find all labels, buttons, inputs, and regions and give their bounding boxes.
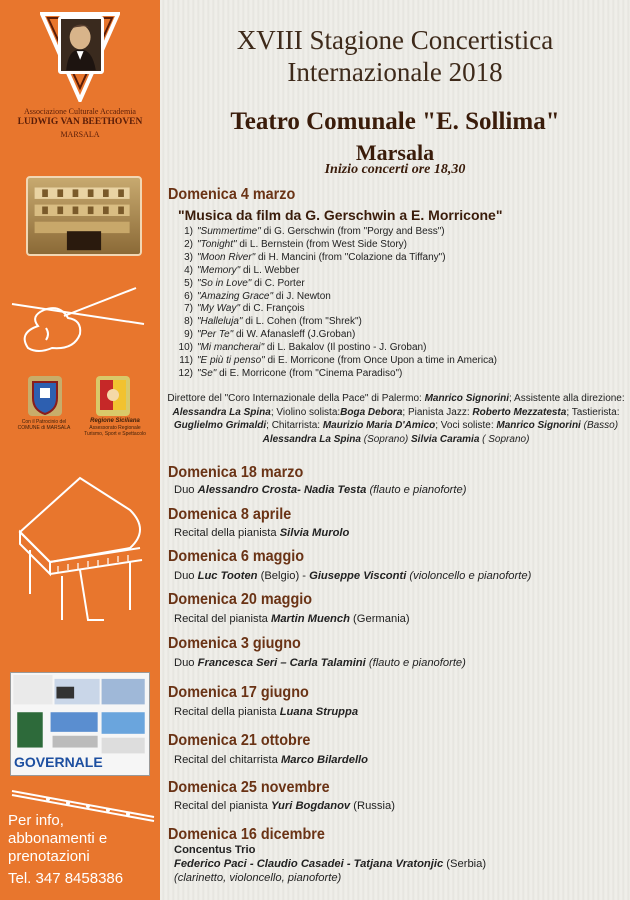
concert-detail: Duo Alessandro Crosta- Nadia Testa (flauto e pianoforte) <box>174 484 467 496</box>
theatre-interior-photo <box>26 176 142 256</box>
emblem-right-label-1: Regione Siciliana <box>90 418 140 424</box>
season-title-line1: XVIII Stagione Concertistica <box>236 25 554 55</box>
concert-date: Domenica 8 aprile <box>168 506 292 523</box>
violin-sketch-icon <box>8 278 148 358</box>
concert-date: Domenica 20 maggio <box>168 591 313 608</box>
concert-date: Domenica 17 giugno <box>168 684 309 701</box>
list-item: 3) "Moon River" di H. Mancini (from "Colazione da Tiffany") <box>184 251 446 263</box>
season-title <box>160 24 630 89</box>
concert-date: Domenica 21 ottobre <box>168 732 311 749</box>
assoc-line1: Associazione Culturale Accademia <box>24 107 136 116</box>
concert-detail: Recital della pianista Luana Struppa <box>174 706 359 718</box>
beethoven-portrait <box>58 16 104 74</box>
season-title-line2: Internazionale 2018 <box>287 57 503 88</box>
list-item: 8) "Halleluja" di L. Cohen (from "Shrek") <box>184 316 362 328</box>
concert-detail: Recital della pianista Silvia Murolo <box>174 527 350 539</box>
venue-title: Teatro Comunale "E. Sollima" <box>230 108 560 135</box>
credits-block: Direttore del "Coro Internazionale della Pace" di Palermo: Manrico Signorini; Assistente alla direzione: Alessandra La Spina; Violino solista:Boga Debora; Pianista Jazz: Roberto Mezzatesta; Tastierista: Guglielmo Grimaldi; Chitarrista: Maurizio Maria D'Amico; Voci soliste: Manrico Signorini (Basso) Alessandra La Spina (Soprano) Silvia Caramia ( Soprano) <box>167 393 625 445</box>
info-line1: Per info, <box>8 812 64 829</box>
concert-detail: Duo Luc Tooten (Belgio) - Giuseppe Visconti (violoncello e pianoforte) <box>174 570 532 582</box>
list-item: 12) "Se" di E. Morricone (from "Cinema Paradiso") <box>178 367 403 379</box>
regione-sicilia-emblem-icon <box>96 376 130 416</box>
program-list <box>175 226 497 381</box>
emblem-left-label: Con il Patrocinio del COMUNE di MARSALA <box>17 419 71 431</box>
concert-date: Domenica 16 dicembre <box>168 826 325 843</box>
list-item: 6) "Amazing Grace" di J. Newton <box>184 290 331 302</box>
concert-date: Domenica 25 novembre <box>168 779 330 796</box>
list-item: 1) "Summertime" di G. Gerschwin (from "Porgy and Bess") <box>184 226 445 237</box>
list-item: 9) "Per Te" di W. Afanasleff (J.Groban) <box>184 329 356 341</box>
concert-detail: Recital del pianista Martin Muench (Germania) <box>174 613 410 625</box>
info-line2: abbonamenti e <box>8 830 108 847</box>
sponsor-brand: GOVERNALE <box>14 754 103 770</box>
list-item: 11) "E più ti penso" di E. Morricone (from Once Upon a time in America) <box>179 355 498 367</box>
marsala-coat-of-arms-icon <box>28 376 62 416</box>
list-item: 10) "Mi mancherai" di L. Bakalov (Il postino - J. Groban) <box>178 342 427 354</box>
instruments-note: (clarinetto, violoncello, pianoforte) <box>174 872 342 884</box>
list-item: 2) "Tonight" di L. Bernstein (from West Side Story) <box>184 238 407 250</box>
concert-detail: Recital del pianista Yuri Bogdanov (Russia) <box>174 800 395 812</box>
sidebar <box>0 0 160 900</box>
assoc-line2: LUDWIG VAN BEETHOVEN <box>17 117 143 127</box>
concert-date: Domenica 6 maggio <box>168 548 305 565</box>
list-item: 5) "So in Love" di C. Porter <box>184 277 305 289</box>
list-item: 7) "My Way" di C. François <box>184 303 305 315</box>
city-title: Marsala <box>355 140 435 165</box>
start-time: Inizio concerti ore 18,30 <box>324 162 466 177</box>
concert-date: Domenica 3 giugno <box>168 635 301 652</box>
concert-detail: Duo Francesca Seri – Carla Talamini (flauto e pianoforte) <box>174 657 466 669</box>
concert-detail: Recital del chitarrista Marco Bilardello <box>174 754 368 766</box>
concert-date: Domenica 4 marzo <box>168 186 296 203</box>
list-item: 4) "Memory" di L. Webber <box>184 264 300 276</box>
concert-detail: Federico Paci - Claudio Casadei - Tatjana Vratonjic (Serbia) <box>174 858 487 870</box>
emblem-right-label-2: Assessorato Regionale Turismo, Sport e Spettacolo <box>84 425 146 437</box>
ensemble-name: Concentus Trio <box>174 844 256 856</box>
info-block <box>8 812 158 888</box>
info-line3: prenotazioni <box>8 848 90 865</box>
assoc-line3: MARSALA <box>60 130 100 139</box>
concert-date: Domenica 18 marzo <box>168 464 304 481</box>
first-concert-title: "Musica da film da G. Gerschwin a E. Morricone" <box>178 207 503 223</box>
grand-piano-sketch-icon <box>10 470 155 630</box>
info-phone: Tel. 347 8458386 <box>8 870 124 887</box>
